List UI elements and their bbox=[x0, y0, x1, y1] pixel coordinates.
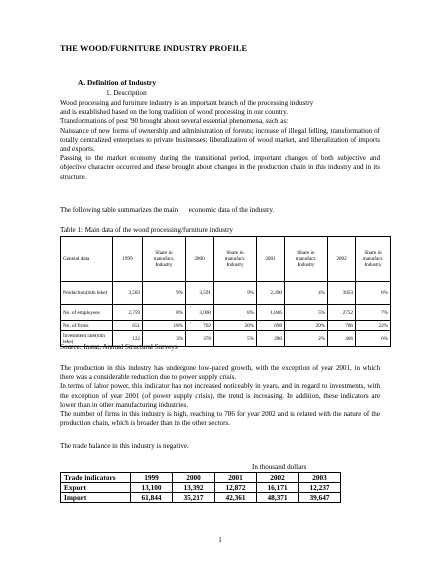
trade-unit-note: In thousand dollars bbox=[252, 463, 307, 471]
header-cell: Share in manufact. Industry bbox=[356, 237, 391, 282]
table-cell: 13,100 bbox=[131, 483, 173, 493]
table-cell: 3% bbox=[143, 331, 186, 347]
table-source: Source: Instat, Annual Structural Surveys bbox=[60, 343, 178, 351]
header-cell: 2000 bbox=[186, 237, 214, 282]
row-label: Investment rate(mln leke) bbox=[61, 331, 113, 347]
subsection-heading: 1. Description bbox=[106, 89, 147, 97]
intro-line: Wood processing and furniture industry is an important branch of the processing industry bbox=[60, 99, 314, 107]
table-cell: 3,591 bbox=[186, 282, 214, 305]
header-cell: 1999 bbox=[131, 473, 173, 483]
table-cell: 1,846 bbox=[257, 305, 285, 321]
table-cell: 48,371 bbox=[257, 493, 299, 503]
table-cell: 6% bbox=[356, 331, 391, 347]
table-cell: 3,060 bbox=[186, 305, 214, 321]
header-cell: 2003 bbox=[299, 473, 341, 483]
row-label: Import bbox=[61, 493, 131, 503]
table-cell: 2,759 bbox=[113, 305, 143, 321]
header-cell: 2001 bbox=[257, 237, 285, 282]
trade-table bbox=[60, 472, 341, 503]
table-cell: 12,237 bbox=[299, 483, 341, 493]
table-cell: 18% bbox=[143, 321, 186, 331]
table-cell: 61,844 bbox=[131, 493, 173, 503]
table-cell: 12,872 bbox=[215, 483, 257, 493]
summary-sentence bbox=[60, 206, 380, 215]
table-cell: 378 bbox=[186, 331, 214, 347]
table-caption: Table 1: Main data of the wood processing/furniture industry bbox=[60, 226, 233, 234]
intro-line: and is established based on the long tradition of wood processing in our country. bbox=[60, 108, 289, 117]
row-label: No. of firms bbox=[61, 321, 113, 331]
table-cell: 3,503 bbox=[113, 282, 143, 305]
table-cell: 698 bbox=[257, 321, 285, 331]
header-cell: General data bbox=[61, 237, 113, 282]
header-cell: Trade indicators bbox=[61, 473, 131, 483]
intro-line: Passing to the market economy during the transitional period, important changes of both subjective and objective character occurred and these brought about changes in the production chain in this industry and in its structure. bbox=[60, 154, 380, 181]
table-cell: 122 bbox=[113, 331, 143, 347]
table-cell: 2,390 bbox=[257, 282, 285, 305]
table-cell: 3953 bbox=[328, 282, 356, 305]
header-cell: Share in manufact. Industry bbox=[143, 237, 186, 282]
table-row bbox=[61, 321, 391, 331]
table-row bbox=[61, 483, 341, 493]
trade-header-row bbox=[61, 473, 341, 483]
header-cell: Share in manufact. Industry bbox=[285, 237, 328, 282]
analysis-line: The number of firms in this industry is high, reaching to 786 for year 2002 and is related with the nature of the production chain, which is broader than in the other sectors. bbox=[60, 410, 380, 428]
table-cell: 20% bbox=[285, 321, 328, 331]
table-cell: 20% bbox=[214, 321, 257, 331]
table-row bbox=[61, 282, 391, 305]
analysis-paragraph bbox=[60, 364, 380, 428]
main-data-table bbox=[60, 236, 391, 347]
table-cell: 5% bbox=[214, 331, 257, 347]
table-cell: 16,171 bbox=[257, 483, 299, 493]
header-cell: 2002 bbox=[257, 473, 299, 483]
table-cell: 22% bbox=[356, 321, 391, 331]
row-label: Export bbox=[61, 483, 131, 493]
document-title: THE WOOD/FURNITURE INDUSTRY PROFILE bbox=[60, 44, 248, 53]
table-cell: 9% bbox=[143, 282, 186, 305]
intro-paragraph bbox=[60, 99, 380, 182]
row-label: No. of employees bbox=[61, 305, 113, 321]
table-cell: 5% bbox=[285, 305, 328, 321]
header-cell: 1999 bbox=[113, 237, 143, 282]
table-cell: 466 bbox=[328, 331, 356, 347]
header-cell: 2002 bbox=[328, 237, 356, 282]
intro-line: Naissance of new forms of ownership and administration of forests; increase of illegal felling, transformation of totally centralized enterprises to private businesses; liberalization of wood market, and liberalization of imports and exports. bbox=[60, 126, 380, 154]
analysis-line: The production in this industry has undergone low-paced growth, with the exception of year 2001, in which there was a considerable reduction due to power supply crisis. bbox=[60, 364, 380, 382]
table-cell: 35,217 bbox=[173, 493, 215, 503]
trade-sentence bbox=[60, 442, 380, 451]
table-cell: 9% bbox=[214, 282, 257, 305]
table-cell: 280 bbox=[257, 331, 285, 347]
table-cell: 13,392 bbox=[173, 483, 215, 493]
table-cell: 4% bbox=[285, 282, 328, 305]
table-cell: 8% bbox=[143, 305, 186, 321]
header-cell: 2001 bbox=[215, 473, 257, 483]
table-cell: 786 bbox=[328, 321, 356, 331]
summary-line: The following table summarizes the main economic data of the industry. bbox=[60, 206, 275, 214]
table-cell: 39,647 bbox=[299, 493, 341, 503]
table-row bbox=[61, 305, 391, 321]
header-cell: 2000 bbox=[173, 473, 215, 483]
table-cell: 6% bbox=[356, 282, 391, 305]
analysis-line: In terms of labor power, this indicator has not increased noticeably in years, and in regard to investments, with the exception of year 2001 (of power supply crisis), the trend is increasing. In addition, these indicators are lower than in other manufacturing industries. bbox=[60, 382, 380, 409]
page-number: 1 bbox=[218, 536, 222, 544]
table-cell: 42,361 bbox=[215, 493, 257, 503]
table-cell: 651 bbox=[113, 321, 143, 331]
row-label: Production(mln leke) bbox=[61, 282, 113, 305]
section-heading: A. Definition of Industry bbox=[78, 78, 157, 87]
table-row bbox=[61, 493, 341, 503]
intro-line: Transformations of post '90 brought about several essential phenomena, such as: bbox=[60, 117, 289, 126]
table-header-row bbox=[61, 237, 391, 282]
table-cell: 7% bbox=[356, 305, 391, 321]
table-cell: 702 bbox=[186, 321, 214, 331]
table-cell: 8% bbox=[214, 305, 257, 321]
table-cell: 2% bbox=[285, 331, 328, 347]
table-cell: 2752 bbox=[328, 305, 356, 321]
header-cell: Share in manufact. Industry bbox=[214, 237, 257, 282]
trade-line: The trade balance in this industry is negative. bbox=[60, 442, 189, 450]
